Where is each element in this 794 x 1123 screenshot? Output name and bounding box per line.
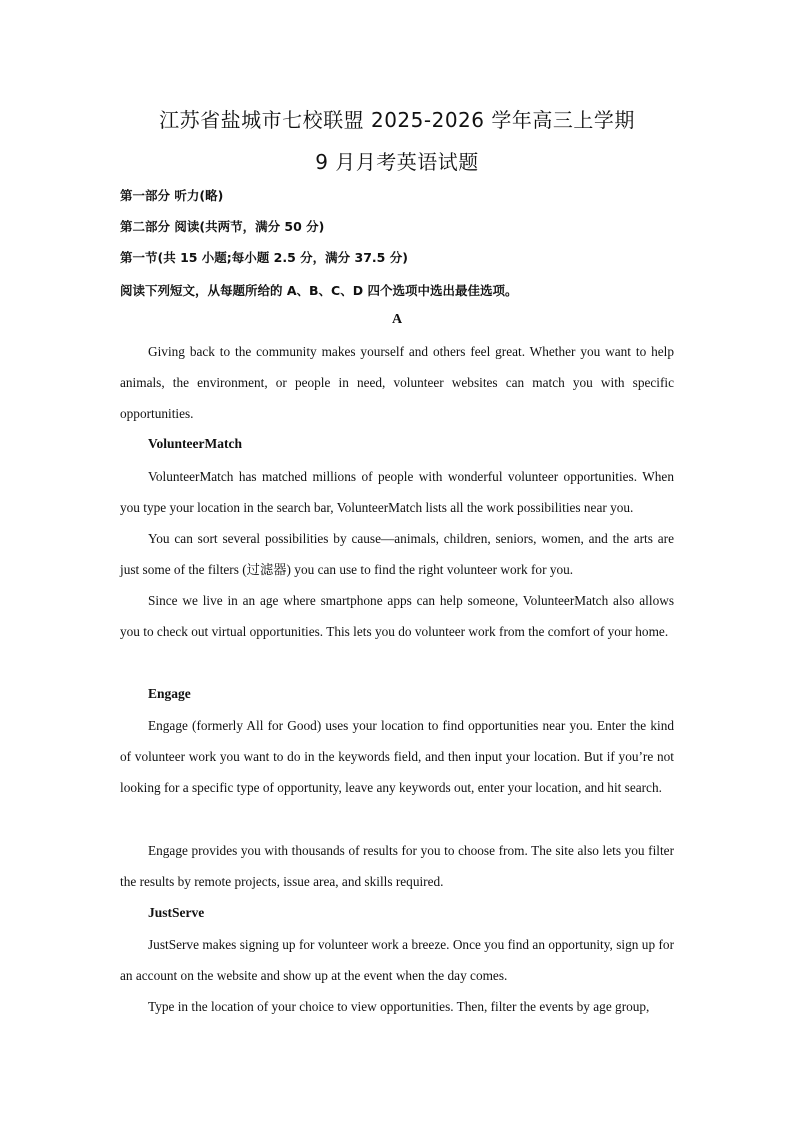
section1-header: 第一节(共 15 小题;每小题 2.5 分，满分 37.5 分) [120,250,408,265]
part2-header: 第二部分 阅读(共两节，满分 50 分) [120,219,325,234]
volunteermatch-paragraph-2: You can sort several possibilities by cause—animals, children, seniors, women, and the arts are just some of the filters (过滤器) you can use to find the right volunteer work for you. [120,531,674,578]
part1-header: 第一部分 听力(略) [120,188,224,203]
justserve-paragraph-1: JustServe makes signing up for volunteer work a breeze. Once you find an opportunity, sign up for an account on the website and show up at the event when the day comes. [120,937,674,984]
engage-paragraph-2: Engage provides you with thousands of results for you to choose from. The site also lets you filter the results by remote projects, issue area, and skills required. [120,843,674,890]
passage-letter: A [391,312,403,327]
volunteermatch-paragraph-1: VolunteerMatch has matched millions of people with wonderful volunteer opportunities. When you type your location in the search bar, VolunteerMatch lists all the work possibilities near you. [120,469,674,516]
engage-paragraph-1: Engage (formerly All for Good) uses your location to find opportunities near you. Enter the kind of volunteer work you want to do in the keywords field, and then input your location. But if you’re not looking for a specific type of opportunity, leave any keywords out, enter your location, and hit search. [120,718,674,796]
volunteermatch-paragraph-3: Since we live in an age where smartphone apps can help someone, VolunteerMatch also allows you to check out virtual opportunities. This lets you do volunteer work from the comfort of your home. [120,593,674,640]
reading-instruction: 阅读下列短文，从每题所给的 A、B、C、D 四个选项中选出最佳选项。 [120,283,518,298]
justserve-paragraph-2: Type in the location of your choice to view opportunities. Then, filter the events by age group, [148,999,650,1014]
volunteermatch-heading: VolunteerMatch [148,436,242,451]
justserve-heading: JustServe [148,905,205,920]
exam-title-line1: 江苏省盐城市七校联盟 2025-2026 学年高三上学期 [159,108,635,132]
intro-paragraph: Giving back to the community makes yourself and others feel great. Whether you want to help animals, the environment, or people in need, volunteer websites can match you with specific opportunities. [120,344,674,422]
engage-heading: Engage [148,686,191,701]
exam-title-line2: 9 月月考英语试题 [315,150,479,174]
